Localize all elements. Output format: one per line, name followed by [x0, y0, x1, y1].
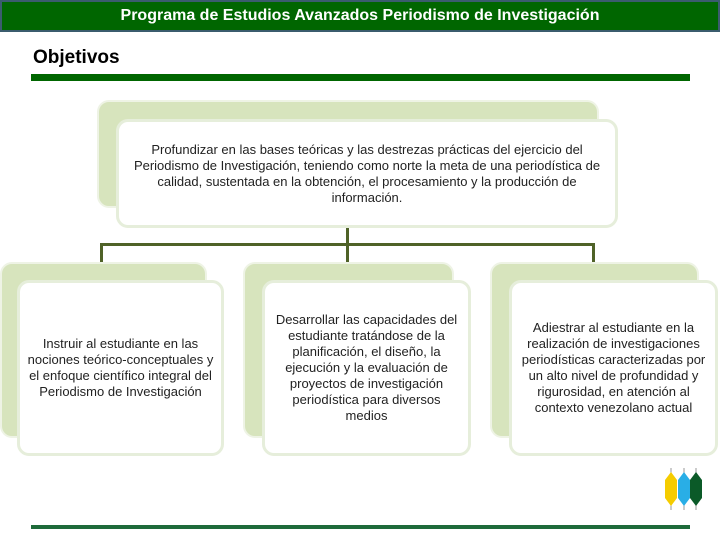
child-objective-box-1: [17, 280, 224, 456]
connector-left: [100, 243, 103, 262]
connector-center: [346, 243, 349, 262]
connector-right: [592, 243, 595, 262]
child-objective-text-3: Adiestrar al estudiante en la realización de investigaciones periodísticas caracterizadas por un alto nivel de profundidad y rigurosidad, en atención al contexto venezolano actual: [521, 320, 706, 415]
slide-header: Programa de Estudios Avanzados Periodismo de Investigación: [0, 0, 720, 32]
child-objective-box-2: [262, 280, 471, 456]
main-objective-text: Profundizar en las bases teóricas y las destrezas prácticas del ejercicio del Periodismo de Investigación, teniendo como norte la meta de una periodística de calidad, sustentada en la obtención, el procesamiento y la producción de información.: [133, 141, 601, 205]
section-title: Objetivos: [33, 47, 120, 68]
main-objective-box: [116, 119, 618, 228]
logo-icon: [660, 466, 705, 512]
child-objective-text-1: Instruir al estudiante en las nociones teórico-conceptuales y el enfoque científico integral del Periodismo de Investigación: [27, 336, 214, 399]
footer-rule: [31, 525, 690, 529]
title-rule: [31, 74, 690, 81]
child-objective-box-3: [509, 280, 718, 456]
child-objective-text-2: Desarrollar las capacidades del estudiante tratándose de la planificación, el diseño, la ejecución y la evaluación de proyectos de investigación periodística para diversos medios: [275, 312, 458, 423]
